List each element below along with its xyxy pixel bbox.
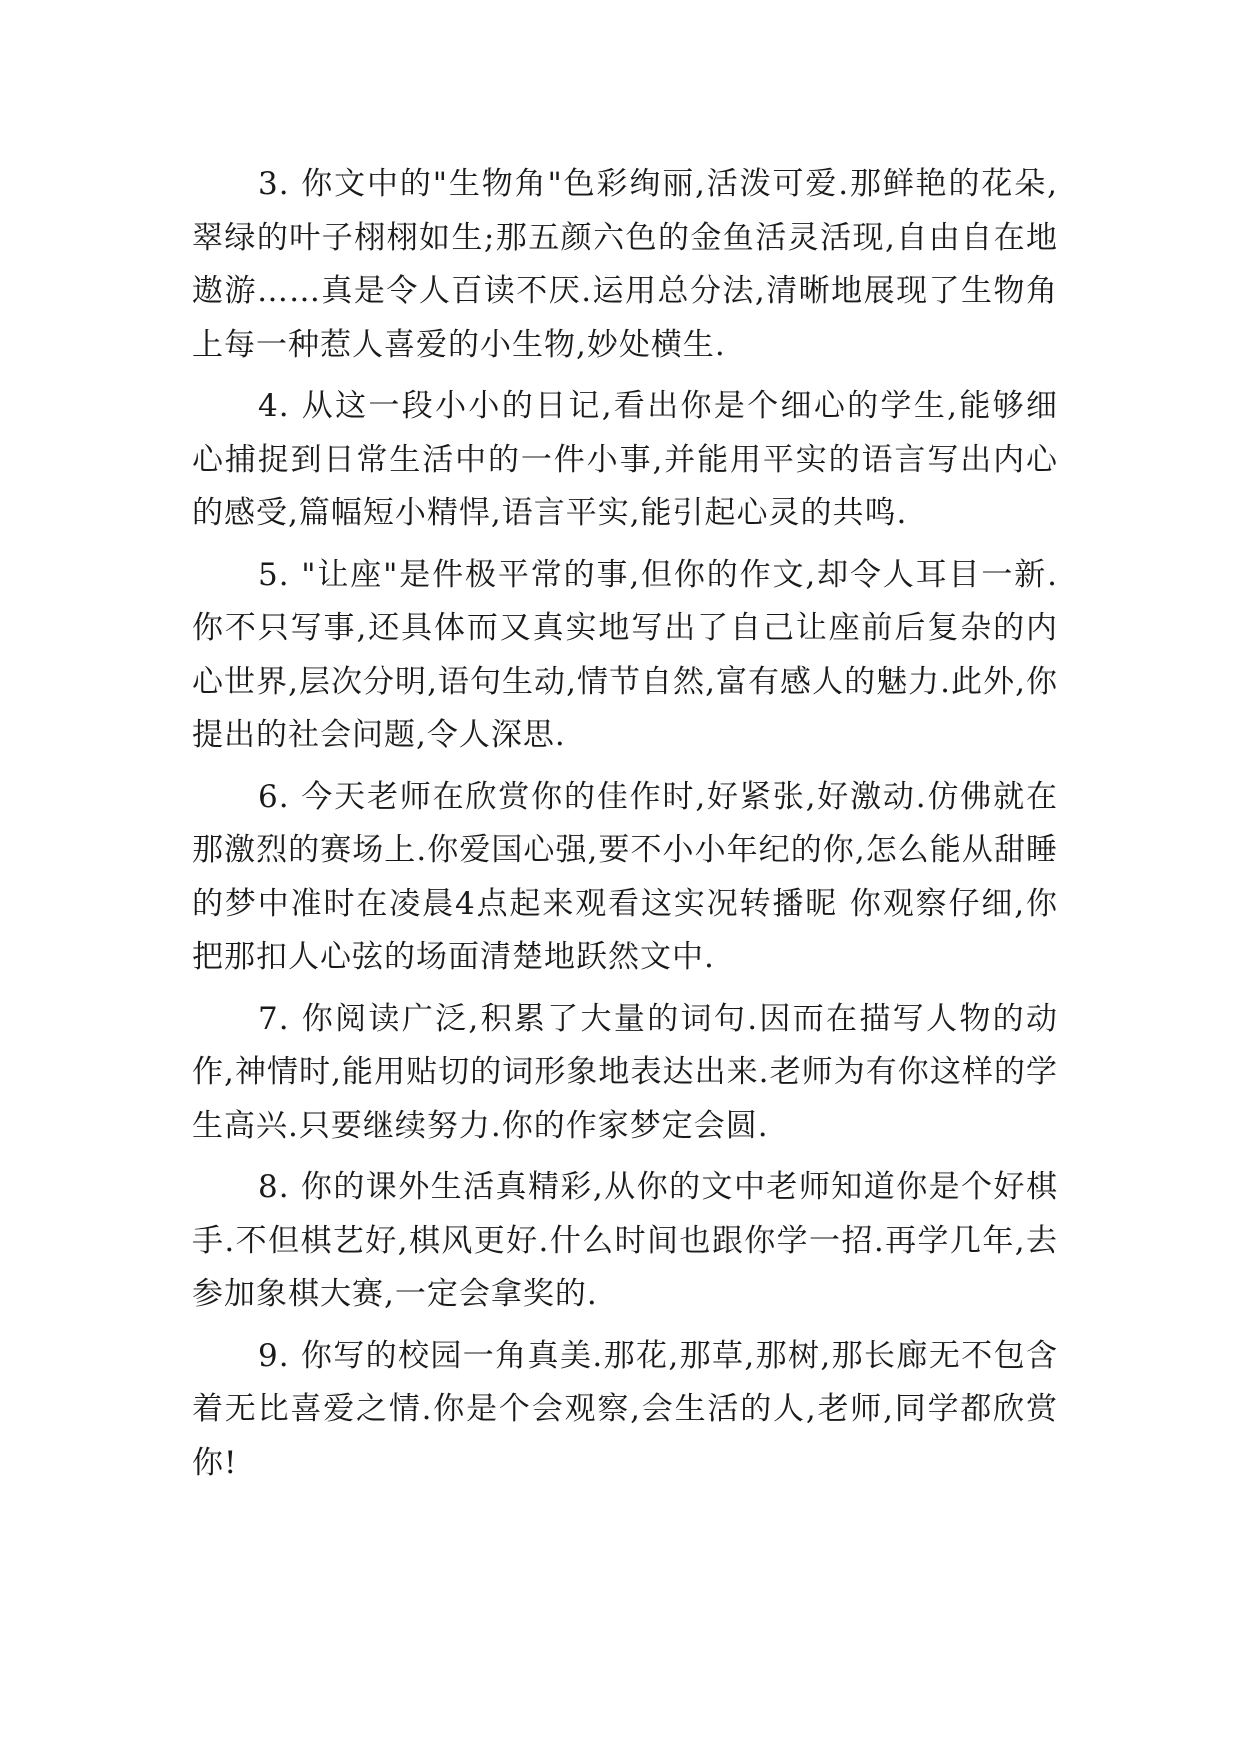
comment-paragraph-3: 3. 你文中的"生物角"色彩绚丽,活泼可爱.那鲜艳的花朵,翠绿的叶子栩栩如生;那五颜六色的金鱼活灵活现,自由自在地遨游……真是令人百读不厌.运用总分法,清晰地展现了生物角上每一种惹人喜爱的小生物,妙处横生.	[192, 166, 1058, 363]
comment-paragraph-8: 8. 你的课外生活真精彩,从你的文中老师知道你是个好棋手.不但棋艺好,棋风更好.什么时间也跟你学一招.再学几年,去参加象棋大赛,一定会拿奖的.	[192, 1169, 1058, 1312]
comment-paragraph-7: 7. 你阅读广泛,积累了大量的词句.因而在描写人物的动作,神情时,能用贴切的词形象地表达出来.老师为有你这样的学生高兴.只要继续努力.你的作家梦定会圆.	[192, 1000, 1058, 1144]
comment-paragraph-9: 9. 你写的校园一角真美.那花,那草,那树,那长廊无不包含着无比喜爱之情.你是个会观察,会生活的人,老师,同学都欣赏你!	[192, 1337, 1058, 1481]
comment-paragraph-5: 5. "让座"是件极平常的事,但你的作文,却令人耳目一新.你不只写事,还具体而又真实地写出了自己让座前后复杂的内心世界,层次分明,语句生动,情节自然,富有感人的魅力.此外,你提出的社会问题,令人深思.	[192, 556, 1058, 753]
document-body	[192, 158, 1058, 1498]
comment-paragraph-4: 4. 从这一段小小的日记,看出你是个细心的学生,能够细心捕捉到日常生活中的一件小事,并能用平实的语言写出内心的感受,篇幅短小精悍,语言平实,能引起心灵的共鸣.	[192, 388, 1058, 531]
comment-paragraph-6: 6. 今天老师在欣赏你的佳作时,好紧张,好激动.仿佛就在那激烈的赛场上.你爱国心强,要不小小年纪的你,怎么能从甜睡的梦中准时在凌晨4点起来观看这实况转播昵 你观察仔细,你把那扣人心弦的场面清楚地跃然文中.	[192, 778, 1058, 975]
